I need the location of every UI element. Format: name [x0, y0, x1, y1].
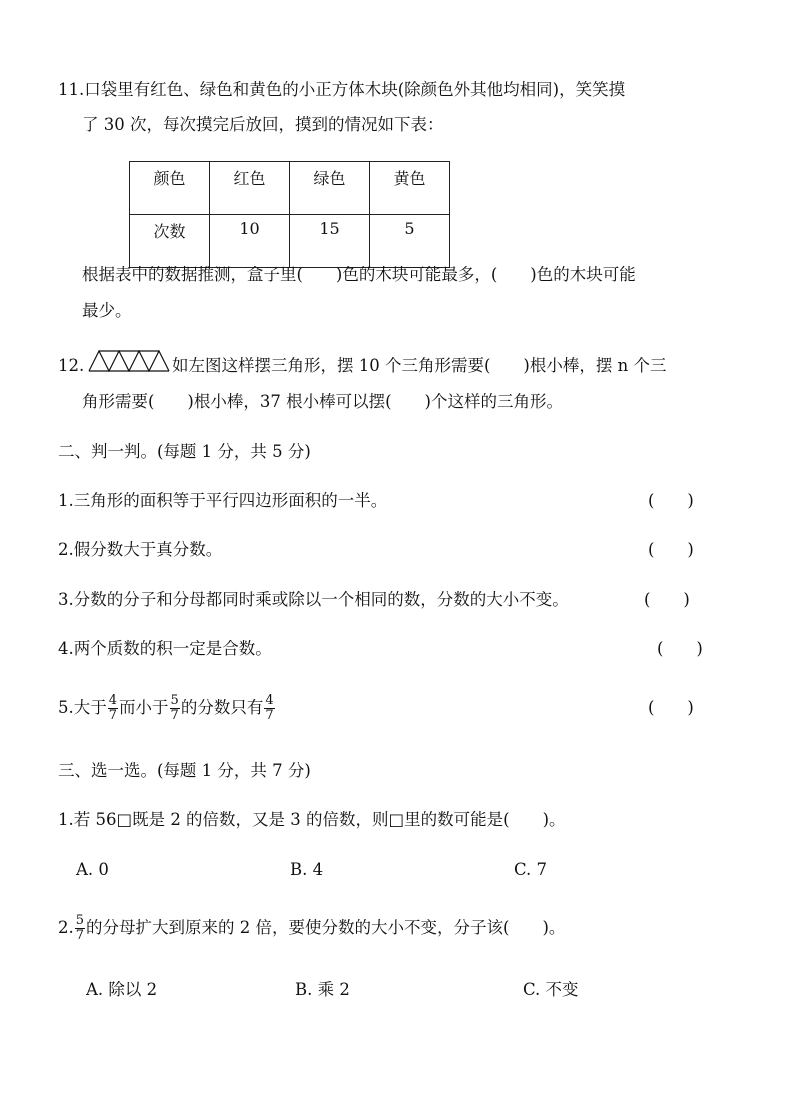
- answer-parens[interactable]: ( ): [648, 540, 694, 559]
- q12-line1: 如左图这样摆三角形，摆 10 个三角形需要( )根小棒，摆 n 个三: [172, 356, 667, 375]
- item5-text-c: 的分数只有: [180, 698, 264, 717]
- judge-item-5: [58, 690, 276, 726]
- table-cell: 10: [210, 215, 290, 268]
- fraction: $\frac{5}{7}$: [75, 913, 85, 943]
- q11-line4: 最少。: [82, 301, 132, 320]
- fraction: $\frac{4}{7}$: [265, 693, 274, 723]
- table-header: 红色: [210, 162, 290, 215]
- judge-item: 1.三角形的面积等于平行四边形面积的一半。: [58, 491, 388, 510]
- option-a[interactable]: A. 除以 2: [86, 980, 158, 999]
- q11-line3-text: 根据表中的数据推测，盒子里( )色的木块可能最多，( )色的木块可能: [82, 265, 636, 284]
- item5-text-b: 而小于: [119, 698, 169, 717]
- option-c[interactable]: C. 7: [514, 860, 548, 879]
- answer-parens[interactable]: ( ): [648, 491, 694, 510]
- section3-title: 三、选一选。(每题 1 分，共 7 分): [58, 761, 311, 780]
- table-cell: 次数: [130, 215, 210, 268]
- triangles-figure: [88, 350, 170, 372]
- q11-table: [129, 161, 450, 268]
- answer-parens[interactable]: ( ): [644, 590, 690, 609]
- option-b[interactable]: B. 4: [290, 860, 324, 879]
- answer-parens[interactable]: ( ): [657, 639, 703, 658]
- judge-item: 4.两个质数的积一定是合数。: [58, 639, 272, 658]
- fraction: $\frac{5}{7}$: [170, 693, 179, 723]
- q11-line1: 11.口袋里有红色、绿色和黄色的小正方体木块(除颜色外其他均相同)，笑笑摸: [58, 80, 626, 99]
- q2-text: 的分母扩大到原来的 2 倍，要使分数的大小不变，分子该( )。: [86, 918, 566, 937]
- answer-parens[interactable]: ( ): [648, 698, 694, 717]
- table-header: 黄色: [370, 162, 450, 215]
- fraction: $\frac{4}{7}$: [108, 693, 118, 723]
- q2-number: 2.: [58, 918, 74, 937]
- q12-line2: 角形需要( )根小棒，37 根小棒可以摆( )个这样的三角形。: [82, 392, 563, 411]
- option-c[interactable]: C. 不变: [523, 980, 579, 999]
- section2-title: 二、判一判。(每题 1 分，共 5 分): [58, 442, 311, 461]
- choice-question-1: 1.若 56□既是 2 的倍数，又是 3 的倍数，则□里的数可能是( )。: [58, 810, 566, 829]
- option-b[interactable]: B. 乘 2: [295, 980, 350, 999]
- table-header: 颜色: [130, 162, 210, 215]
- table-cell: 15: [290, 215, 370, 268]
- choice-question-2: [58, 910, 565, 946]
- q12-number: 12.: [58, 356, 85, 375]
- table-header: 绿色: [290, 162, 370, 215]
- item5-text-a: 5.大于: [58, 698, 107, 717]
- option-a[interactable]: A. 0: [76, 860, 109, 879]
- q11-line2: 了 30 次，每次摸完后放回，摸到的情况如下表：: [82, 115, 444, 134]
- judge-item: 2.假分数大于真分数。: [58, 540, 223, 559]
- judge-item: 3.分数的分子和分母都同时乘或除以一个相同的数，分数的大小不变。: [58, 590, 569, 609]
- table-cell: 5: [370, 215, 450, 268]
